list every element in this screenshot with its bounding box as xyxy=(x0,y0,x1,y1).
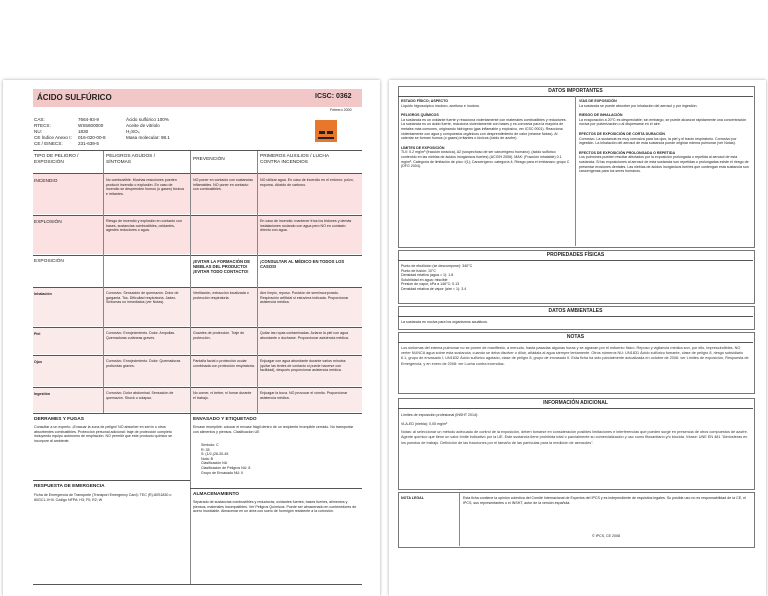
environmental-text: La sustancia es nociva para los organismos acuáticos. xyxy=(401,320,488,324)
col-header-first-aid: PRIMEROS AUXILIOS / LUCHA CONTRA INCENDIOS xyxy=(260,154,329,165)
id-row: CE Índice Anexo I: 016-020-00-8 xyxy=(34,135,106,140)
spill-heading: DERRAMES Y FUGAS xyxy=(34,417,84,422)
additional-info-heading: INFORMACIÓN ADICIONAL xyxy=(543,400,608,406)
names-block: Ácido sulfúrico 100% Aceite de vitriolo H₂SO₄ Masa molecular: 98.1 xyxy=(126,117,170,140)
spill-text: Consultar a un experto. ¡Evacuar la zona de peligro! NO absorber en serrín u otros absorbentes combustibles. Protección personal adicional: traje de protección completo incluyendo equipo autónomo de respiración. NO permitir que este producto químico se incorpore al ambiente. xyxy=(34,425,173,443)
row-type: Ojos xyxy=(34,360,42,364)
notes-heading: NOTAS xyxy=(566,334,585,340)
physical-properties-heading: PROPIEDADES FÍSICAS xyxy=(546,252,605,258)
icsc-code: ICSC: 0362 xyxy=(315,93,352,100)
row-type: EXPOSICIÓN xyxy=(34,259,64,264)
physical-properties-list: Punto de ebullición (se descompone): 340°C Punto de fusión: 10°C Densidad relativa (agua = 1): 1.8 Solubilidad en agua: miscible Presión de vapor, kPa a 146°C: 0.13 Densidad relativa de vapor (aire = 1): 3.4 xyxy=(401,264,473,291)
environmental-heading: DATOS AMBIENTALES xyxy=(548,308,603,314)
datasheet-page-1: ÁCIDO SULFÚRICO ICSC: 0362 Febrero 2000 CAS: 7664-93-9 RTECS: WS5600000 NU: 1830 CE Índice Anexo I: 016-020-00-8 CE / EINECS: 231-639-5 Ácido sulfúrico 100% Aceite de vitriolo H₂SO₄ Masa molecular: 98.1 TIPO DE PELIGRO / EXPOSICIÓN PELIGROS AGUDOS / SÍNTOMAS PREVENCIÓN PRIMEROS AUXILIOS / LUCHA CONTRA INCENDIOS INCENDIO No combustible. Muchas reacciones pueden producir incendio o explosión. En caso de incendio se desprenden humos (o gases) tóxicos e irritantes. NO poner en contacto con sustancias inflamables. NO poner en contacto con combustibles. NO utilizar agua. En caso de incendio en el entorno: polvo, espuma, dióxido de carbono. EXPLOSIÓN Riesgo de incendio y explosión en contacto con bases, sustancias combustibles, oxidantes, agentes reductores o agua. En caso de incendio: mantener fríos los bidones y demás instalaciones rociando con agua pero NO en contacto directo con agua. EXPOSICIÓN ¡EVITAR LA FORMACIÓN DE NIEBLAS DEL PRODUCTO! ¡EVITAR TODO CONTACTO! ¡CONSULTAR AL MÉDICO EN TODOS LOS CASOS! Inhalación Corrosivo. Sensación de quemazón. Dolor de garganta. Tos. Dificultad respiratoria. Jadeo. Síntomas no inmediatos (ver Notas). Ventilación, extracción localizada o protección respiratoria. Aire limpio, reposo. Posición de semiincorporado. Respiración artificial si estuviera indicada. Proporcionar asistencia médica. Piel Corrosivo. Enrojecimiento. Dolor. Ampollas. Quemaduras cutáneas graves. Guantes de protección. Traje de protección. Quitar las ropas contaminadas. Aclarar la piel con agua abundante o ducharse. Proporcionar asistencia médica. Ojos Corrosivo. Enrojecimiento. Dolor. Quemaduras profundas graves. Pantalla facial o protección ocular combinada con protección respiratoria. Enjuagar con agua abundante durante varios minutos (quitar las lentes de contacto si puede hacerse con facilidad), después proporcionar asistencia médica. Ingestión Corrosivo. Dolor abdominal. Sensación de quemazón. Shock o colapso. No comer, ni beber, ni fumar durante el trabajo. Enjuagar la boca. NO provocar el vómito. Proporcionar asistencia médica. DERRAMES Y FUGAS Consultar a un experto. ¡Evacuar la zona de peligro! NO absorber en serrín u otros absorbentes combustibles. Protección personal adicional: traje de protección completo incluyendo equipo autónomo de respiración. NO permitir que este producto químico se incorpore al ambiente. ENVASADO Y ETIQUETADO Envase irrompible: colocar el envase frágil dentro de un recipiente irrompible cerrado. No transportar con alimentos y piensos. Clasificación UE Símbolo: C R: 35 S: (1/2-)26-30-45 Nota: B Clasificación NU Clasificación de Peligros NU: 8 Grupo de Envasado NU: II RESPUESTA DE EMERGENCIA Ficha de Emergencia de Transporte (Transport Emergency Card): TEC (R)-80S1830 o 80GC1-II+III. Código NFPA: H3; F0; R2; W ALMACENAMIENTO Separado de sustancias combustibles y reductoras, oxidantes fuertes, bases fuertes, alimentos y piensos, materiales incompatibles. Ver Peligros Químicos. Puede ser almacenado en contenedores de acero inoxidable. Almacenar en un área con suelo de hormigón resistente a la corrosión. xyxy=(3,80,380,596)
packaging-details: Símbolo: C R: 35 S: (1/2-)26-30-45 Nota: B Clasificación NU Clasificación de Peligros NU: 8 Grupo de Envasado NU: II xyxy=(201,443,251,475)
chemical-title: ÁCIDO SULFÚRICO xyxy=(37,93,112,102)
row-type: Ingestión xyxy=(34,392,50,396)
row-type: Piel xyxy=(34,332,41,336)
col-header-prevention: PREVENCIÓN xyxy=(193,157,225,162)
important-data-heading: DATOS IMPORTANTES xyxy=(548,88,603,94)
storage-heading: ALMACENAMIENTO xyxy=(193,492,240,497)
datasheet-page-2 xyxy=(389,80,766,596)
legal-note-text: Esta ficha contiene la opinión colectiva del Comité Internacional de Expertos del IPCS y es independiente de requisitos legales. Su posible uso no es responsabilidad de la CE, el IPCS, sus representantes o el INSHT, autor de la versión española. xyxy=(463,496,746,505)
packaging-heading: ENVASADO Y ETIQUETADO xyxy=(193,417,257,422)
emergency-text: Ficha de Emergencia de Transporte (Transport Emergency Card): TEC (R)-80S1830 o 80GC1-II+III. Código NFPA: H3; F0; R2; W xyxy=(34,493,172,502)
packaging-text: Envase irrompible: colocar el envase frágil dentro de un recipiente irrompible cerrado. No transportar con alimentos y piensos. Clasificación UE xyxy=(193,425,354,434)
id-row: CE / EINECS: 231-639-5 xyxy=(34,141,99,146)
legal-note-label: NOTA LEGAL xyxy=(401,496,424,500)
col-header-hazard: PELIGROS AGUDOS / SÍNTOMAS xyxy=(106,154,156,165)
row-type: Inhalación xyxy=(34,292,52,296)
additional-info-block: Límites de exposición profesional (INSHT 2014): VLA-ED (niebla): 0,05 mg/m³ Notas: al seleccionar un método adecuado de control de la exposición, deben tomarse en consideración posibles limitaciones e interferencias que pueden surgir en presencia de otros compuestos de azufre. Agente químico que tiene un valor límite indicativo por la UE. Este sustancia tiene prohibida total o parcialmente su comercialización y uso como fitosanitario y/o biocida. Véase: UNE EN 481 "Atmósferas en los puestos de trabajo. Definición de las fracciones por el tamaño de las partículas para la medición de aerosoles". xyxy=(401,413,748,445)
corrosive-pictogram-icon xyxy=(315,120,337,142)
id-row: NU: 1830 xyxy=(34,129,89,134)
col-header-type: TIPO DE PELIGRO / EXPOSICIÓN xyxy=(34,154,79,165)
id-row: CAS: 7664-93-9 xyxy=(34,117,99,122)
emergency-heading: RESPUESTA DE EMERGENCIA xyxy=(34,484,105,489)
notes-text: Los síntomas del edema pulmonar no se ponen de manifiesto, a menudo, hasta pasadas algunas horas y se agravan por el esfuerzo físico. Reposo y vigilancia médica son, por ello, imprescindibles. NO verter NUNCA agua sobre esta sustancia; cuando se deba disolver o diluir, añádala al agua siempre lentamente. Otros números NU: UN1831 Ácido sulfúrico fumante, clase de peligro 8, riesgo subsidiario 6.1, grupo de envasado I; UN1832 Ácido sulfúrico agotado, clase de peligro 8, grupo de envasado II. Esta ficha ha sido parcialmente actualizada en octubre de 2006: ver Límites de exposición, Respuesta de Emergencia, y en enero de 2008: ver Lucha contra incendios. xyxy=(401,346,749,366)
issue-date: Febrero 2000 xyxy=(330,108,352,112)
row-type: EXPLOSIÓN xyxy=(34,220,62,225)
id-row: RTECS: WS5600000 xyxy=(34,123,104,128)
important-data-col1: ESTADO FÍSICO; ASPECTO Líquido higroscópico incoloro, aceitoso e inodoro. PELIGROS QUÍMICOS La sustancia es un oxidante fuerte y reacciona violentamente con materiales combustibles y reductores. La sustancia es un ácido fuerte, reacciona violentamente con bases y es corrosiva para la mayoría de metales más comunes, originando hidrógeno (gas inflamable y explosivo, ver ICSC 0001). Reacciona violentamente con agua y compuestos orgánicos con desprendimiento de calor (véanse Notas). Al calentar se forman humos (o gases) irritantes o tóxicos (óxido de azufre). LÍMITES DE EXPOSICIÓN TLV: 0.2 mg/m³ (fracción torácica), A2 (sospechoso de ser cancerígeno humano); (ácido sulfúrico contenido en las nieblas de ácidos inorgánicos fuertes) (ACGIH 2006). MAK: (Fracción inhalable) 0.1 mg/m³. Categoría de limitación de pico: I(1); Cancerígeno: categoría 4; Riesgo para el embarazo: grupo C (DFG 2004). xyxy=(401,99,570,169)
storage-text: Separado de sustancias combustibles y reductoras, oxidantes fuertes, bases fuertes, alimentos y piensos, materiales incompatibles. Ver Peligros Químicos. Puede ser almacenado en contenedores de acero inoxidable. Almacenar en un área con suelo de hormigón resistente a la corrosión. xyxy=(193,500,357,514)
copyright: © IPCS, CE 2008 xyxy=(591,534,621,538)
important-data-col2: VÍAS DE EXPOSICIÓN La sustancia se puede absorber por inhalación del aerosol y por ingestión. RIESGO DE INHALACIÓN La evaporación a 20°C es despreciable; sin embargo, se puede alcanzar rápidamente una concentración nociva por pulverización o al dispersarse en el aire. EFECTOS DE EXPOSICIÓN DE CORTA DURACIÓN Corrosivo. La sustancia es muy corrosiva para los ojos, la piel y el tracto respiratorio. Corrosivo por ingestión. La inhalación del aerosol de esta sustancia puede originar edema pulmonar (ver Notas). EFECTOS DE EXPOSICIÓN PROLONGADA O REPETIDA Los pulmones pueden resultar afectados por la exposición prolongada o repetida al aerosol de esta sustancia. Si las exposiciones al aerosol de esta sustancia son repetidas o prolongadas existe el riesgo de presentar erosiones dentales. Las nieblas de ácidos inorgánicos fuertes que contengan esta sustancia son cancerígenas para los seres humanos. xyxy=(579,99,749,174)
row-type: INCENDIO xyxy=(34,179,58,184)
